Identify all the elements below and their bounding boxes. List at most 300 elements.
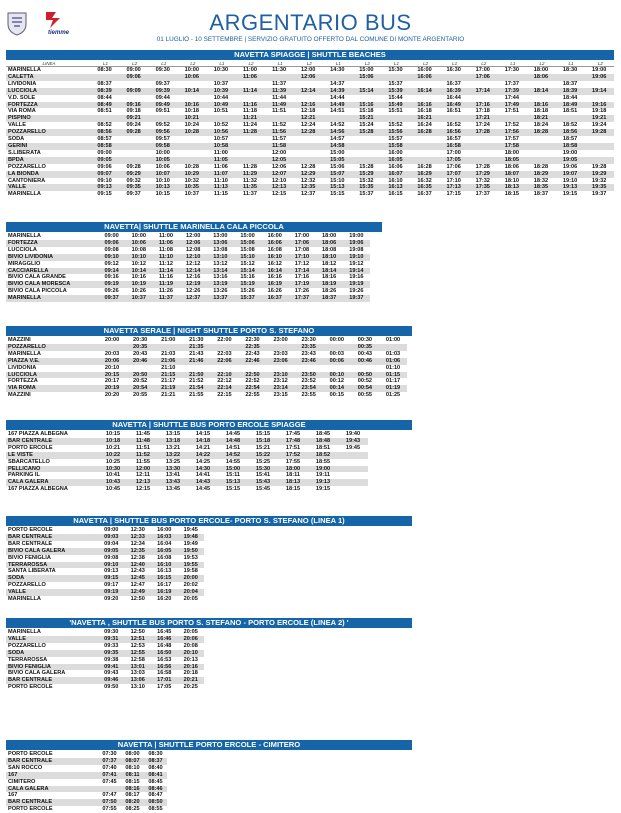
departure-time: 17:37 — [504, 80, 520, 87]
departure-time: 15:43 — [248, 479, 278, 486]
table-row — [6, 806, 167, 813]
table-row — [6, 136, 614, 143]
departure-time: 14:37 — [330, 80, 345, 87]
departure-time: 22:30 — [245, 337, 260, 343]
departure-time: 19:11 — [316, 472, 330, 479]
departure-time: 19:26 — [349, 288, 364, 295]
departure-time: 23:14 — [267, 385, 295, 392]
departure-time: 12:10 — [180, 254, 207, 261]
departure-time: 17:24 — [475, 122, 490, 129]
departure-time: 00:54 — [351, 385, 379, 392]
departure-time: 11:05 — [206, 157, 235, 164]
departure-time: 09:00 — [126, 67, 141, 73]
departure-time: 08:16 — [121, 786, 144, 793]
departure-time: 15:15 — [330, 191, 345, 198]
table-row — [6, 799, 167, 806]
departure-time: 12:13 — [265, 184, 294, 191]
departure-time: 01:10 — [385, 364, 401, 371]
departure-time: 09:26 — [104, 288, 119, 295]
departure-time: 18:11 — [286, 472, 300, 479]
departure-time: 09:44 — [155, 94, 170, 101]
stop-name: BIVIO FENIGLIA — [8, 554, 51, 561]
departure-time: 16:48 — [157, 642, 172, 649]
departure-time: 18:06 — [316, 240, 343, 247]
departure-time — [119, 136, 148, 143]
departure-time — [294, 157, 323, 164]
departure-time — [526, 143, 555, 150]
departure-time — [177, 81, 206, 88]
departure-time: 11:24 — [243, 122, 258, 129]
departure-time: 12:07 — [265, 171, 294, 178]
departure-time — [381, 115, 410, 122]
departure-time: 08:37 — [144, 758, 167, 765]
departure-time: 10:43 — [98, 479, 128, 486]
departure-time: 10:26 — [131, 288, 146, 295]
departure-time: 21:50 — [182, 372, 210, 379]
departure-time: 09:10 — [97, 177, 112, 184]
departure-time: 23:46 — [295, 358, 323, 365]
departure-time: 15:00 — [240, 233, 255, 239]
departure-time: 11:19 — [152, 281, 179, 288]
departure-time: 15:26 — [240, 288, 255, 295]
departure-time: 21:19 — [154, 385, 182, 392]
departure-time: 12:06 — [294, 74, 323, 81]
departure-time — [585, 136, 614, 143]
departure-time: 15:05 — [323, 157, 352, 164]
departure-time: 22:46 — [238, 358, 266, 365]
departure-time: 16:06 — [388, 163, 403, 170]
departure-time — [235, 143, 264, 150]
departure-time: 16:08 — [157, 554, 172, 561]
departure-time: 17:05 — [157, 684, 172, 691]
stop-name: LIVIDONIA — [8, 364, 37, 371]
departure-time — [338, 466, 368, 473]
departure-time: 09:21 — [119, 115, 148, 122]
departure-time: 23:15 — [273, 392, 288, 399]
departure-time: 18:15 — [285, 486, 301, 493]
departure-time — [556, 115, 585, 122]
departure-time: 16:58 — [439, 143, 468, 150]
table-row — [6, 108, 614, 115]
departure-time: 13:06 — [207, 240, 234, 247]
departure-time: 15:56 — [381, 129, 410, 136]
departure-time: 16:44 — [446, 94, 461, 101]
departure-time: 11:48 — [128, 438, 158, 445]
departure-time — [154, 344, 182, 351]
departure-time: 09:09 — [119, 88, 148, 95]
departure-time: 12:51 — [125, 636, 152, 643]
departure-time: 15:51 — [388, 108, 403, 115]
departure-time: 11:18 — [243, 108, 258, 115]
departure-time: 22:52 — [245, 378, 260, 385]
departure-time: 16:53 — [157, 656, 172, 663]
departure-time: 12:35 — [294, 184, 323, 191]
departure-time: 10:30 — [98, 466, 128, 473]
departure-time: 12:55 — [125, 650, 152, 657]
departure-time: 09:37 — [126, 191, 141, 198]
departure-time: 13:10 — [207, 254, 234, 261]
stop-name: LUCCIOLA — [6, 372, 98, 379]
departure-time: 18:28 — [526, 129, 555, 136]
departure-time: 16:37 — [446, 80, 461, 87]
departure-time: 15:10 — [330, 177, 345, 184]
departure-time: 20:06 — [178, 636, 205, 643]
table-row — [6, 555, 204, 562]
stop-name: PIAZZA V.E. — [6, 358, 98, 365]
departure-time: 00:55 — [357, 392, 373, 399]
departure-time: 15:41 — [255, 472, 271, 479]
departure-time: 15:18 — [248, 438, 278, 445]
departure-time: 21:00 — [161, 337, 176, 343]
table-row — [6, 534, 204, 541]
departure-time: 23:06 — [267, 358, 295, 365]
departure-time: 11:52 — [128, 452, 158, 459]
section-title-bar: NAVETTA SPIAGGE | SHUTTLE BEACHES — [6, 50, 614, 60]
departure-time: 14:18 — [188, 438, 218, 445]
departure-time: 10:41 — [105, 472, 121, 479]
departure-time: 14:39 — [323, 88, 352, 95]
departure-time: 17:57 — [504, 136, 520, 143]
column-header-route: L2 — [468, 61, 497, 67]
departure-time: 21:15 — [154, 372, 182, 379]
departure-time: 17:45 — [285, 431, 301, 437]
departure-time: 19:14 — [343, 268, 370, 275]
column-header-route: L2 — [177, 61, 206, 67]
departure-time: 17:52 — [278, 452, 308, 459]
departure-time: 10:45 — [105, 486, 121, 493]
departure-time: 21:03 — [161, 350, 176, 357]
departure-time: 01:06 — [379, 358, 407, 365]
departure-time — [468, 157, 497, 164]
departure-time: 09:19 — [98, 281, 125, 288]
departure-time: 09:04 — [104, 540, 119, 547]
departure-time: 23:30 — [301, 337, 316, 343]
departure-time: 16:58 — [157, 670, 172, 677]
departure-time: 17:14 — [288, 268, 315, 275]
stop-name: PELLICANO — [6, 466, 98, 473]
table-row — [6, 472, 368, 479]
departure-time: 15:39 — [381, 88, 410, 95]
departure-time: 13:30 — [158, 466, 188, 473]
departure-time: 18:16 — [321, 274, 337, 281]
departure-time: 23:52 — [301, 378, 316, 385]
stop-name: CALA GALERA — [6, 479, 98, 486]
table-row — [6, 88, 614, 95]
departure-time: 11:16 — [159, 274, 173, 281]
departure-time — [98, 344, 126, 351]
stop-name: CACCIARELLA — [6, 268, 98, 275]
departure-time: 14:58 — [323, 143, 352, 150]
departure-time: 08:46 — [144, 786, 167, 793]
departure-time: 12:06 — [271, 163, 287, 170]
departure-time: 19:12 — [349, 260, 364, 267]
departure-time: 20:03 — [104, 350, 120, 357]
departure-time: 15:30 — [248, 466, 278, 473]
departure-time: 09:37 — [98, 295, 125, 302]
departure-time: 00:52 — [357, 378, 373, 385]
departure-time: 09:16 — [104, 274, 119, 281]
stop-name: VALLE — [6, 184, 90, 191]
departure-time — [267, 344, 295, 351]
table-row — [6, 288, 370, 295]
departure-time: 10:30 — [213, 67, 229, 73]
departure-time: 18:07 — [497, 171, 526, 178]
departure-time — [235, 150, 264, 157]
departure-time: 20:20 — [104, 392, 120, 399]
stop-name: BAR CENTRALE — [8, 540, 53, 547]
departure-time: 00:46 — [351, 358, 379, 365]
table-row — [6, 438, 368, 445]
departure-time — [379, 344, 407, 351]
departure-time: 19:18 — [592, 108, 607, 115]
departure-time: 12:19 — [180, 281, 207, 288]
table-row — [6, 150, 614, 157]
departure-time — [352, 81, 381, 88]
departure-time: 14:57 — [330, 136, 345, 143]
departure-time: 16:37 — [417, 191, 432, 198]
stop-name: LUCCIOLA — [6, 88, 90, 95]
departure-time: 19:14 — [585, 88, 614, 95]
departure-time — [338, 459, 368, 466]
departure-time: 11:29 — [235, 171, 264, 178]
table-row — [6, 81, 614, 88]
departure-time: 09:12 — [104, 260, 119, 267]
departure-time: 08:55 — [148, 806, 163, 813]
departure-time: 18:16 — [526, 102, 555, 109]
table-row — [6, 643, 204, 650]
departure-time: 21:21 — [161, 392, 176, 399]
departure-time: 18:37 — [562, 80, 578, 87]
departure-time: 17:44 — [504, 94, 520, 101]
departure-time: 18:49 — [556, 102, 585, 109]
departure-time: 15:15 — [255, 431, 271, 437]
departure-time: 08:10 — [125, 764, 140, 771]
departure-time: 20:00 — [104, 337, 120, 343]
table-row — [6, 670, 204, 677]
departure-time: 12:50 — [130, 596, 145, 603]
table-row — [6, 95, 614, 102]
column-header-route: L1 — [556, 61, 585, 67]
departure-time: 20:50 — [126, 372, 154, 379]
departure-time: 09:00 — [104, 233, 119, 239]
departure-time: 15:28 — [359, 163, 374, 170]
section-title-bar: NAVETTA | SHUTTLE PORTO ERCOLE - CIMITERO — [6, 740, 412, 750]
departure-time: 13:25 — [165, 458, 181, 465]
departure-time — [294, 150, 323, 157]
table-row — [6, 247, 370, 254]
timetable — [6, 233, 370, 302]
departure-time: 16:35 — [410, 184, 439, 191]
departure-time: 13:16 — [213, 274, 228, 281]
table-row — [6, 479, 368, 486]
departure-time — [177, 150, 206, 157]
departure-time: 14:30 — [330, 67, 345, 73]
departure-time: 17:21 — [468, 115, 497, 122]
table-row — [6, 268, 370, 275]
departure-time — [410, 143, 439, 150]
departure-time: 14:51 — [330, 108, 345, 115]
departure-time: 16:06 — [261, 240, 288, 247]
departure-time: 20:15 — [98, 372, 126, 379]
departure-time: 18:00 — [504, 149, 520, 156]
departure-time: 17:00 — [475, 67, 490, 73]
departure-time: 16:10 — [388, 177, 403, 184]
page-title: ARGENTARIO BUS — [209, 10, 412, 35]
departure-time: 12:29 — [294, 171, 323, 178]
departure-time: 22:50 — [238, 372, 266, 379]
departure-time: 17:26 — [294, 288, 310, 295]
departure-time: 18:57 — [562, 136, 578, 143]
departure-time: 12:35 — [125, 548, 152, 555]
table-row — [6, 772, 167, 779]
departure-time: 14:52 — [330, 122, 345, 129]
departure-time: 11:37 — [152, 295, 179, 302]
departure-time: 20:10 — [178, 650, 205, 657]
departure-time: 09:20 — [104, 596, 119, 603]
departure-time — [267, 365, 295, 372]
departure-time: 00:43 — [357, 350, 373, 357]
departure-time — [210, 365, 238, 372]
stop-name: PISPINO — [6, 115, 90, 122]
column-header-route: L2 — [585, 61, 614, 67]
departure-time: 09:29 — [119, 171, 148, 178]
departure-time: 19:19 — [343, 281, 370, 288]
departure-time: 19:45 — [183, 527, 198, 533]
departure-time: 16:06 — [410, 74, 439, 81]
departure-time: 10:15 — [155, 191, 170, 198]
stop-name: PORTO ERCOLE — [8, 527, 53, 533]
departure-time — [526, 136, 555, 143]
departure-time: 07:41 — [98, 772, 121, 779]
page-subtitle: 01 LUGLIO - 10 SETTEMBRE | SERVIZIO GRATUITO OFFERTO DAL COMUNE DI MONTE ARGENTARIO — [156, 36, 465, 43]
departure-time: 12:40 — [125, 562, 152, 569]
column-header-route: L2 — [235, 61, 264, 67]
departure-time: 12:15 — [135, 486, 151, 493]
stop-name: SANTA LIBERATA — [8, 568, 56, 575]
departure-time: 14:49 — [323, 102, 352, 109]
departure-time: 17:39 — [497, 88, 526, 95]
column-header-route: L2 — [352, 61, 381, 67]
departure-time: 18:35 — [526, 184, 555, 191]
table-row — [6, 178, 614, 185]
departure-time: 20:17 — [104, 378, 120, 385]
departure-time: 09:08 — [104, 246, 119, 253]
departure-time: 08:37 — [97, 80, 112, 87]
departure-time: 21:06 — [154, 358, 182, 365]
stop-name: FORTEZZA — [8, 378, 38, 385]
departure-time: 11:35 — [235, 184, 264, 191]
departure-time: 15:18 — [359, 108, 374, 115]
table-row — [6, 385, 407, 392]
departure-time: 17:37 — [288, 295, 315, 302]
departure-time: 00:10 — [323, 372, 351, 379]
departure-time: 18:10 — [316, 254, 343, 261]
departure-time: 09:28 — [126, 163, 141, 170]
departure-time: 17:15 — [446, 191, 461, 198]
stop-name: POZZARELLO — [8, 642, 46, 649]
departure-time: 22:15 — [217, 392, 232, 399]
stop-name: FORTEZZA — [6, 102, 90, 109]
departure-time — [323, 74, 352, 81]
departure-time: 18:52 — [562, 122, 578, 129]
departure-time: 16:14 — [410, 88, 439, 95]
departure-time: 20:35 — [126, 344, 154, 351]
timetable — [6, 61, 614, 198]
departure-time — [351, 365, 379, 372]
departure-time: 13:00 — [213, 233, 228, 239]
departure-time — [238, 365, 266, 372]
departure-time — [294, 143, 323, 150]
departure-time: 11:39 — [265, 88, 294, 95]
departure-time: 18:05 — [497, 157, 526, 164]
departure-time: 20:05 — [183, 629, 198, 635]
departure-time: 16:16 — [410, 102, 439, 109]
departure-time: 19:37 — [343, 295, 370, 302]
departure-time: 16:15 — [151, 575, 178, 582]
departure-time: 00:00 — [329, 337, 344, 343]
departure-time: 11:15 — [213, 191, 228, 198]
column-header-route: L1 — [148, 61, 177, 67]
departure-time: 08:57 — [97, 136, 112, 143]
section-title-bar: NAVETTA | SHUTTLE BUS PORTO ERCOLE SPIAGGE — [6, 420, 412, 430]
departure-time: 18:19 — [316, 281, 343, 288]
departure-time: 22:35 — [238, 344, 266, 351]
departure-time: 10:51 — [213, 108, 229, 115]
departure-time: 17:08 — [294, 246, 310, 253]
departure-time: 20:52 — [132, 378, 148, 385]
departure-time — [177, 157, 206, 164]
departure-time: 18:48 — [308, 438, 338, 445]
departure-time: 15:30 — [388, 67, 403, 73]
stop-name: 167 PIAZZA ALBEGNA — [8, 431, 68, 437]
stop-name: PORTO ERCOLE — [8, 444, 53, 451]
departure-time: 09:05 — [98, 548, 125, 555]
stop-name: BAR CENTRALE — [6, 438, 98, 445]
table-row — [6, 115, 614, 122]
stop-name: BPDA — [6, 157, 90, 164]
departure-time: 09:41 — [98, 664, 125, 671]
departure-time: 10:00 — [155, 149, 170, 156]
stop-name: MAZZINI — [8, 392, 31, 399]
departure-time: 20:54 — [126, 385, 154, 392]
departure-time: 18:51 — [315, 444, 331, 451]
departure-time: 15:35 — [352, 184, 381, 191]
departure-time: 08:25 — [125, 806, 140, 813]
departure-time: 21:10 — [161, 364, 176, 371]
departure-time: 10:06 — [177, 74, 206, 81]
departure-time: 12:32 — [301, 177, 316, 184]
departure-time: 11:52 — [272, 122, 287, 129]
departure-time: 19:43 — [338, 438, 368, 445]
departure-time: 16:10 — [151, 562, 178, 569]
departure-time: 00:12 — [329, 378, 344, 385]
departure-time: 20:10 — [104, 364, 120, 371]
departure-time: 10:39 — [206, 88, 235, 95]
departure-time: 09:35 — [98, 650, 125, 657]
departure-time: 11:06 — [213, 163, 228, 170]
stop-name: BIVIO CALA PICCOLA — [8, 288, 67, 295]
departure-time: 11:56 — [265, 129, 294, 136]
departure-time: 17:10 — [446, 177, 461, 184]
departure-time: 11:07 — [206, 171, 235, 178]
departure-time: 09:43 — [104, 670, 119, 677]
section-title-bar: NAVETTA SERALE | NIGHT SHUTTLE PORTO S. STEFANO — [6, 326, 412, 336]
table-row — [6, 792, 167, 799]
departure-time: 18:13 — [278, 479, 308, 486]
departure-time — [352, 136, 381, 143]
departure-time — [98, 786, 121, 793]
departure-time: 08:15 — [125, 778, 140, 785]
